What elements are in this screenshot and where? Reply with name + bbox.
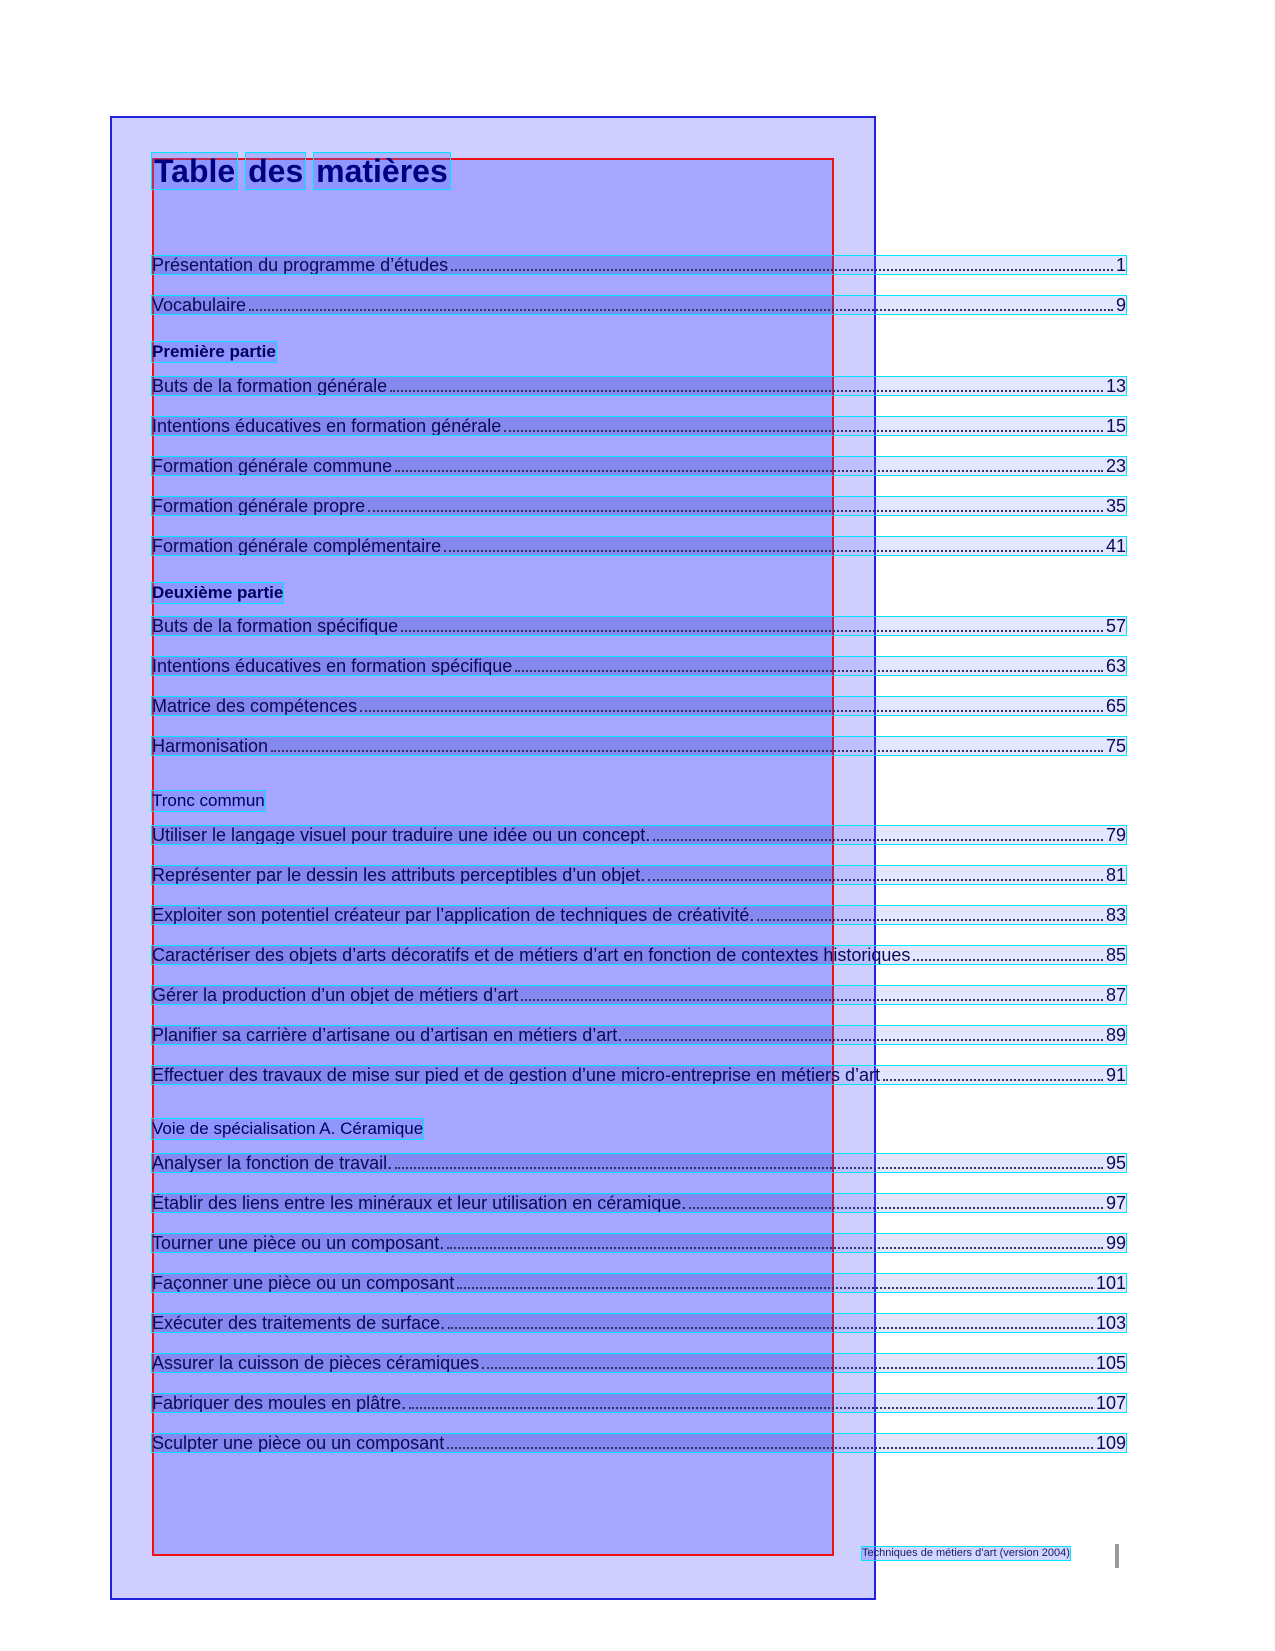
toc-entry-label: Caractériser des objets d’arts décoratifs et de métiers d’art en fonction de contextes historiques — [152, 945, 911, 965]
toc-entry-label: Analyser la fonction de travail. — [152, 1153, 393, 1173]
dot-leader — [504, 427, 1103, 432]
toc-entry-page: 65 — [1105, 696, 1126, 716]
title-word: des — [248, 153, 304, 189]
toc-entry[interactable] — [152, 457, 1126, 475]
dot-leader — [249, 306, 1113, 311]
toc-entry-label: Formation générale propre — [152, 496, 366, 516]
toc-entry[interactable] — [152, 906, 1126, 924]
toc-entry-page: 95 — [1105, 1153, 1126, 1173]
toc-entry-page: 35 — [1105, 496, 1126, 516]
toc-entry-label: Exécuter des traitements de surface. — [152, 1313, 446, 1333]
toc-entry-label: Fabriquer des moules en plâtre. — [152, 1393, 407, 1413]
toc-entry-page: 63 — [1105, 656, 1126, 676]
section-heading-voie-a: Voie de spécialisation A. Céramique — [152, 1119, 424, 1138]
dot-leader — [913, 956, 1103, 961]
toc-entry-label: Assurer la cuisson de pièces céramiques — [152, 1353, 480, 1373]
toc-entry-page: 109 — [1095, 1433, 1126, 1453]
toc-entry[interactable] — [152, 497, 1126, 515]
toc-entry[interactable] — [152, 417, 1126, 435]
toc-entry-label: Buts de la formation spécifique — [152, 616, 399, 636]
toc-entry-page: 99 — [1105, 1233, 1126, 1253]
toc-entry-page: 1 — [1115, 255, 1126, 275]
toc-entry-page: 89 — [1105, 1025, 1126, 1045]
toc-entry-label: Exploiter son potentiel créateur par l’application de techniques de créativité. — [152, 905, 755, 925]
dot-leader — [409, 1404, 1093, 1409]
dot-leader — [447, 1244, 1103, 1249]
dot-leader — [757, 916, 1103, 921]
toc-entry[interactable] — [152, 1434, 1126, 1452]
dot-leader — [653, 836, 1103, 841]
toc-entry-page: 9 — [1115, 295, 1126, 315]
toc-entry-page: 107 — [1095, 1393, 1126, 1413]
toc-entry-label: Représenter par le dessin les attributs perceptibles d’un objet. — [152, 865, 646, 885]
page-footer: Techniques de métiers d’art (version 2004) — [862, 1547, 1070, 1559]
toc-entry-label: Planifier sa carrière d’artisane ou d’artisan en métiers d’art. — [152, 1025, 623, 1045]
toc-entry-label: Intentions éducatives en formation spécifique — [152, 656, 513, 676]
toc-entry-page: 97 — [1105, 1193, 1126, 1213]
toc-entry[interactable] — [152, 1354, 1126, 1372]
toc-entry-page: 91 — [1105, 1065, 1126, 1085]
toc-entry-label: Intentions éducatives en formation générale — [152, 416, 502, 436]
section-heading-part1: Première partie — [152, 342, 276, 361]
toc-entry[interactable] — [152, 1194, 1126, 1212]
toc-entry-label: Établir des liens entre les minéraux et leur utilisation en céramique. — [152, 1193, 687, 1213]
toc-entry-page: 87 — [1105, 985, 1126, 1005]
toc-entry[interactable] — [152, 1026, 1126, 1044]
toc-entry-page: 103 — [1095, 1313, 1126, 1333]
dot-leader — [271, 747, 1103, 752]
dot-leader — [883, 1076, 1103, 1081]
dot-leader — [515, 667, 1103, 672]
toc-entry-page: 57 — [1105, 616, 1126, 636]
toc-entry[interactable] — [152, 1234, 1126, 1252]
toc-entry-label: Formation générale commune — [152, 456, 393, 476]
dot-leader — [625, 1036, 1103, 1041]
toc-entry-page: 15 — [1105, 416, 1126, 436]
toc-entry-label: Tourner une pièce ou un composant. — [152, 1233, 445, 1253]
toc-entry[interactable] — [152, 1066, 1126, 1084]
toc-entry-page: 75 — [1105, 736, 1126, 756]
title-word: matières — [316, 153, 448, 189]
toc-entry-label: Utiliser le langage visuel pour traduire une idée ou un concept. — [152, 825, 651, 845]
toc-entry-label: Buts de la formation générale — [152, 376, 388, 396]
dot-leader — [395, 1164, 1103, 1169]
toc-entry-label: Présentation du programme d’études — [152, 255, 449, 275]
dot-leader — [451, 266, 1113, 271]
toc-entry[interactable] — [152, 866, 1126, 884]
text-column-region — [152, 158, 834, 1556]
dot-leader — [401, 627, 1103, 632]
toc-entry-label: Gérer la production d’un objet de métiers d’art — [152, 985, 519, 1005]
toc-entry-page: 101 — [1095, 1273, 1126, 1293]
toc-entry-page: 23 — [1105, 456, 1126, 476]
toc-entry-label: Vocabulaire — [152, 295, 247, 315]
section-heading-tronc-commun: Tronc commun — [152, 791, 265, 810]
toc-entry-label: Matrice des compétences — [152, 696, 358, 716]
toc-entry[interactable] — [152, 1154, 1126, 1172]
toc-entry-label: Formation générale complémentaire — [152, 536, 442, 556]
toc-entry[interactable] — [152, 737, 1126, 755]
toc-entry[interactable] — [152, 657, 1126, 675]
toc-entry[interactable] — [152, 256, 1126, 274]
dot-leader — [689, 1204, 1103, 1209]
toc-entry-label: Harmonisation — [152, 736, 269, 756]
section-heading-part2: Deuxième partie — [152, 583, 284, 602]
dot-leader — [448, 1324, 1093, 1329]
toc-entry[interactable] — [152, 1394, 1126, 1412]
toc-entry-page: 85 — [1105, 945, 1126, 965]
toc-entry-page: 105 — [1095, 1353, 1126, 1373]
toc-entry-page: 41 — [1105, 536, 1126, 556]
toc-entry-label: Façonner une pièce ou un composant — [152, 1273, 455, 1293]
toc-entry[interactable] — [152, 1314, 1126, 1332]
toc-entry[interactable] — [152, 377, 1126, 395]
dot-leader — [482, 1364, 1093, 1369]
toc-entry-label: Sculpter une pièce ou un composant — [152, 1433, 445, 1453]
toc-entry[interactable] — [152, 1274, 1126, 1292]
dot-leader — [444, 547, 1103, 552]
toc-entry-page: 81 — [1105, 865, 1126, 885]
toc-entry[interactable] — [152, 826, 1126, 844]
toc-entry[interactable] — [152, 986, 1126, 1004]
toc-entry-page: 79 — [1105, 825, 1126, 845]
toc-entry[interactable] — [152, 617, 1126, 635]
dot-leader — [521, 996, 1103, 1001]
dot-leader — [457, 1284, 1093, 1289]
title-word: Table — [154, 153, 236, 189]
dot-leader — [648, 876, 1103, 881]
dot-leader — [395, 467, 1103, 472]
dot-leader — [447, 1444, 1093, 1449]
dot-leader — [368, 507, 1103, 512]
toc-entry-label: Effectuer des travaux de mise sur pied et de gestion d’une micro-entreprise en métiers d’art — [152, 1065, 881, 1085]
toc-entry[interactable] — [152, 946, 1126, 964]
toc-entry[interactable] — [152, 296, 1126, 314]
toc-entry-page: 13 — [1105, 376, 1126, 396]
toc-entry[interactable] — [152, 537, 1126, 555]
toc-entry-page: 83 — [1105, 905, 1126, 925]
page-title — [152, 152, 450, 190]
dot-leader — [390, 387, 1103, 392]
toc-entry[interactable] — [152, 697, 1126, 715]
dot-leader — [360, 707, 1103, 712]
footer-page-marker — [1115, 1544, 1119, 1568]
